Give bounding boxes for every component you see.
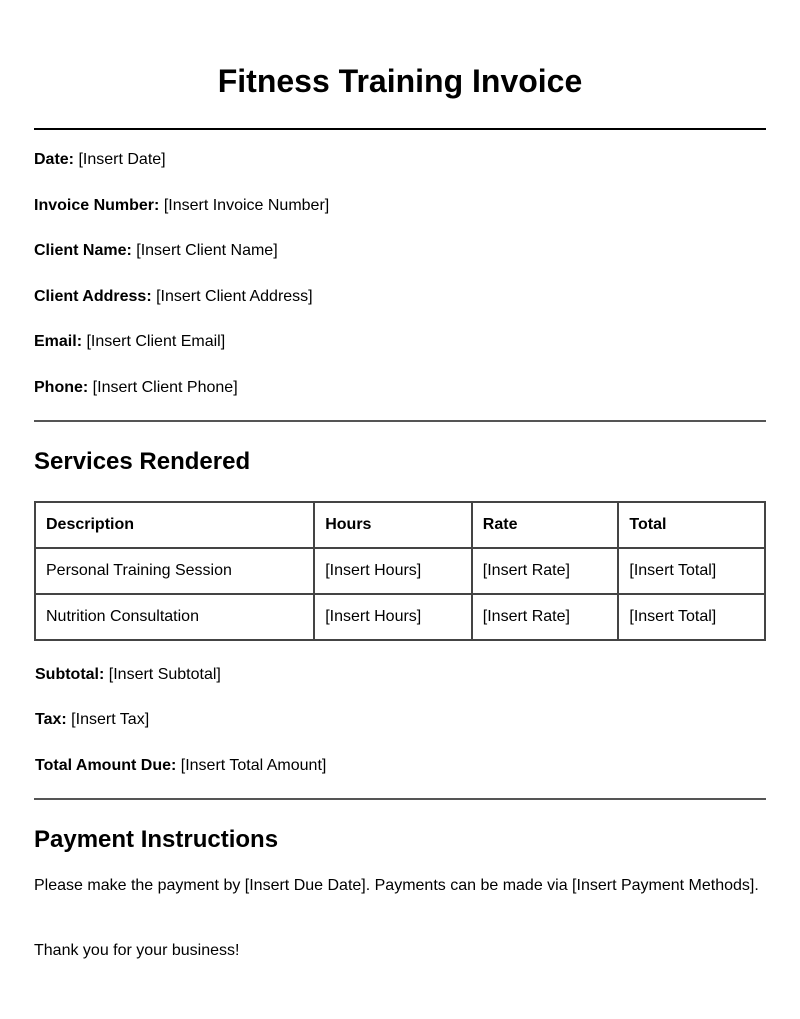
column-header-total: Total [618,502,765,548]
invoice-number-label: Invoice Number: [34,196,160,214]
row-description: Nutrition Consultation [35,594,314,640]
invoice-number-field [34,196,766,216]
phone-field [34,378,766,398]
email-field [34,332,766,352]
client-name-value: [Insert Client Name] [136,242,278,259]
phone-label: Phone: [34,378,89,396]
email-label: Email: [34,333,83,350]
column-header-rate: Rate [472,502,619,548]
total-due-field [35,756,766,776]
subtotal-field [35,665,766,685]
table-row [35,594,765,640]
table-header-row [35,502,765,548]
subtotal-label: Subtotal: [35,665,105,683]
client-details [34,150,766,398]
client-address-value: [Insert Client Address] [156,287,313,305]
row-total: [Insert Total] [618,548,765,594]
totals-section [34,665,766,776]
subtotal-value: [Insert Subtotal] [108,665,221,683]
services-title: Services Rendered [34,447,251,475]
payment-title: Payment Instructions [34,825,279,853]
payment-instructions: Please make the payment by [Insert Due Date]. Payments can be made via [Insert Payment Methods]. [34,876,759,894]
invoice-number-value: [Insert Invoice Number] [163,196,330,214]
client-address-field [34,287,766,307]
date-field [34,150,766,170]
email-value: [Insert Client Email] [86,333,226,350]
total-due-value: [Insert Total Amount] [180,756,327,774]
details-divider [34,420,766,422]
client-name-label: Client Name: [34,242,132,259]
totals-divider [34,798,766,800]
date-label: Date: [34,151,75,168]
column-header-hours: Hours [314,502,472,548]
tax-field [35,710,766,730]
thank-you-note: Thank you for your business! [34,941,240,959]
header-divider [34,128,766,130]
row-hours: [Insert Hours] [314,548,472,594]
phone-value: [Insert Client Phone] [92,378,238,396]
tax-label: Tax: [35,711,67,728]
row-rate: [Insert Rate] [472,548,619,594]
row-total: [Insert Total] [618,594,765,640]
services-table [34,501,766,641]
tax-value: [Insert Tax] [71,711,150,728]
client-name-field [34,241,766,261]
row-description: Personal Training Session [35,548,314,594]
row-rate: [Insert Rate] [472,594,619,640]
invoice-title: Fitness Training Invoice [217,63,583,99]
date-value: [Insert Date] [78,151,166,168]
client-address-label: Client Address: [34,287,152,305]
total-due-label: Total Amount Due: [35,756,177,774]
table-row [35,548,765,594]
row-hours: [Insert Hours] [314,594,472,640]
column-header-description: Description [35,502,314,548]
